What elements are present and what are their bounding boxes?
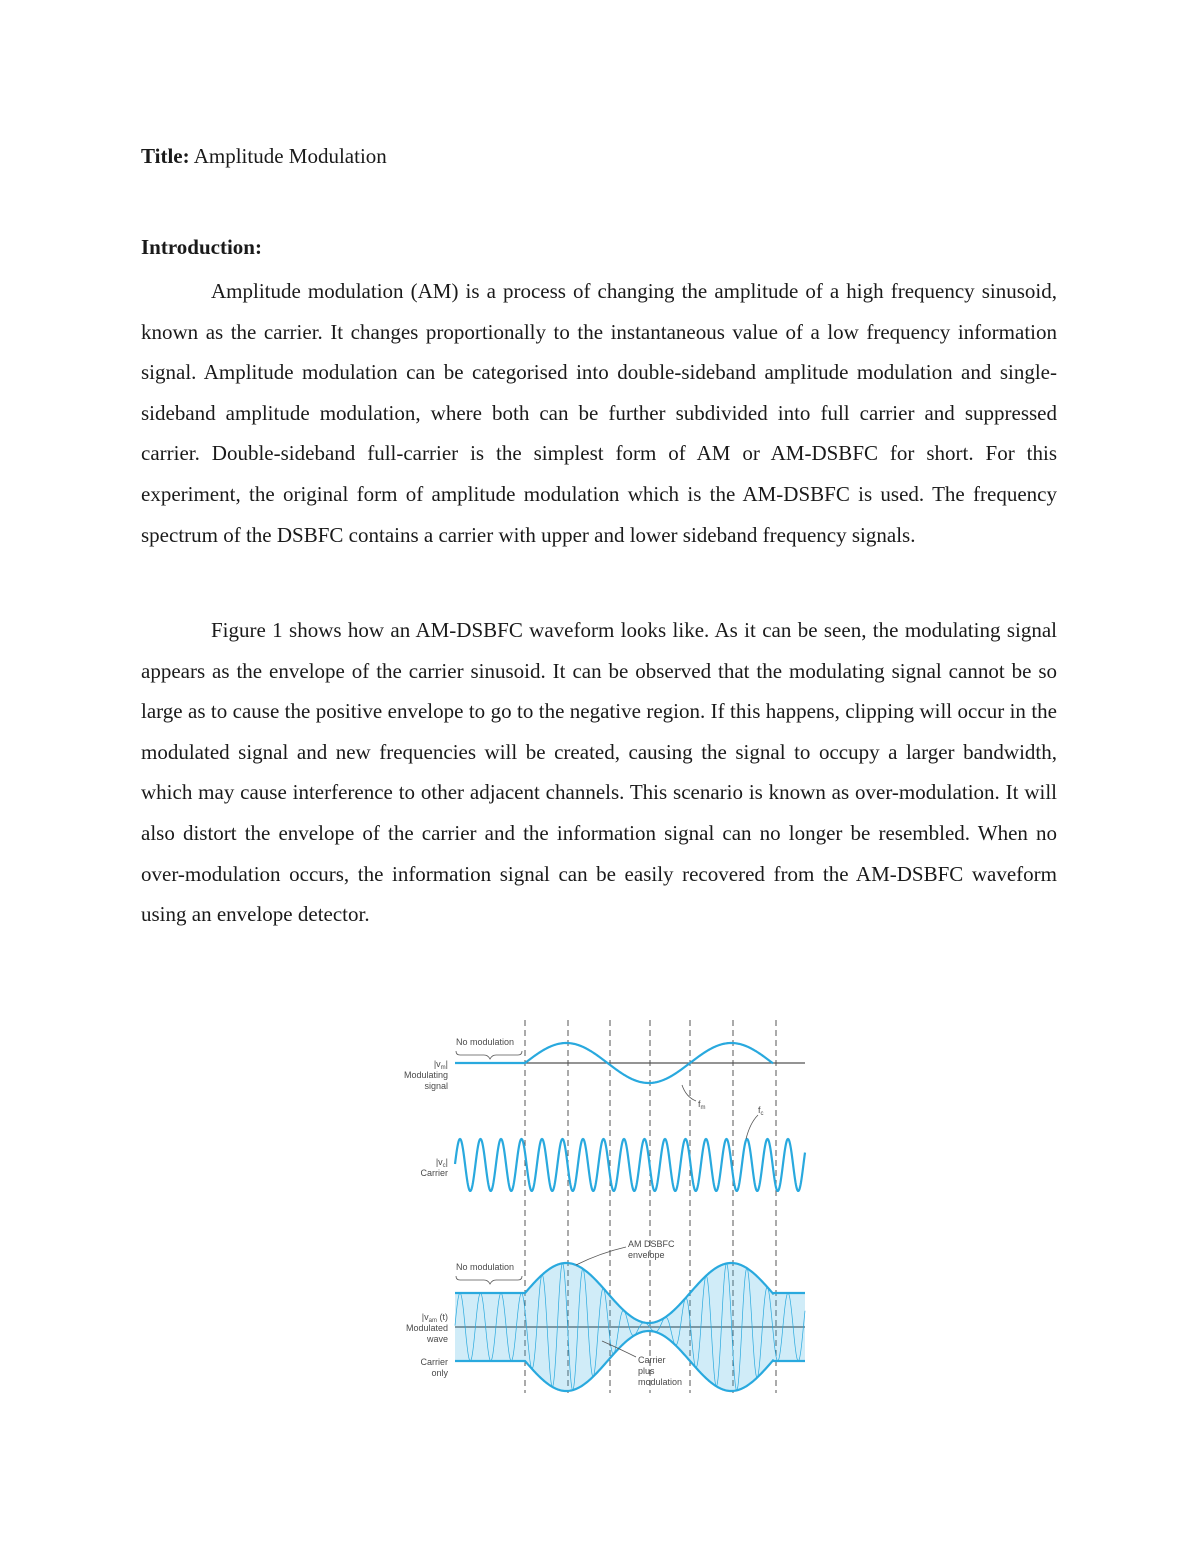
carrier-only-label: Carrier [420,1357,448,1367]
title-label: Title: [141,144,190,168]
fm-pointer [682,1085,696,1101]
carrier-plus-modulation-label-2: plus [638,1366,655,1376]
carrier-plus-modulation-label-3: modulation [638,1377,683,1387]
modulated-fill-region [455,1263,805,1391]
fc-label: $f_c$ [758,1105,764,1117]
introduction-heading: Introduction: [141,235,262,259]
am-dsbfc-envelope-label: AM DSBFC [628,1239,675,1249]
modulated-label: Modulated [405,1323,448,1333]
no-modulation-bottom-label: No modulation [456,1262,515,1272]
carrier-plus-modulation-label: Carrier [638,1355,666,1365]
modulating-signal-label: signal [424,1081,448,1091]
am-dsbfc-envelope-label-2: envelope [628,1250,665,1260]
am-dsbfc-figure [380,1015,820,1395]
modulating-symbol: $|v_m|$ [433,1059,448,1071]
carrier-wave [455,1139,805,1191]
carrier-symbol: $|v_c|$ [435,1157,448,1169]
document-title [141,140,387,172]
brace-no-modulation-bottom [456,1276,522,1284]
carrier-label: Carrier [420,1168,448,1178]
brace-no-modulation-top [456,1051,522,1059]
intro-paragraph-2: Figure 1 shows how an AM-DSBFC waveform looks like. As it can be seen, the modulating signal appears as the envelope of the carrier sinusoid. It can be observed that the modulating signal cannot be so large as to cause the positive envelope to go to the negative region. If this happens, clipping will occur in the modulated signal and new frequencies will be created, causing the signal to occupy a larger bandwidth, which may cause interference to other adjacent channels. This scenario is known as over-modulation. It will also distort the envelope of the carrier and the information signal can no longer be resembled. When no over-modulation occurs, the information signal can be easily recovered from the AM-DSBFC waveform using an envelope detector. [141,618,1057,927]
fc-pointer [746,1115,758,1139]
modulating-label: Modulating [403,1070,448,1080]
modulated-wave-fill [455,1263,805,1391]
intro-paragraph-1: Amplitude modulation (AM) is a process of changing the amplitude of a high frequency sinusoid, known as the carrier. It changes proportionally to the instantaneous value of a low frequency information signal. Amplitude modulation can be categorised into double-sideband amplitude modulation and single-sideband amplitude modulation, where both can be further subdivided into full carrier and suppressed carrier. Double-sideband full-carrier is the simplest form of AM or AM-DSBFC for short. For this experiment, the original form of amplitude modulation which is the AM-DSBFC is used. The frequency spectrum of the DSBFC contains a carrier with upper and lower sideband frequency signals. [141,279,1057,547]
carrier-only-label-2: only [431,1368,448,1378]
fm-label: $f_m$ [698,1099,706,1111]
modulated-wave-label: wave [426,1334,448,1344]
modulated-symbol: $|v_{am}$ (t) [421,1312,448,1324]
envelope-pointer [576,1247,626,1265]
am-waveform-diagram [380,1015,820,1395]
no-modulation-top-label: No modulation [456,1037,515,1047]
title-text: Amplitude Modulation [193,144,387,168]
